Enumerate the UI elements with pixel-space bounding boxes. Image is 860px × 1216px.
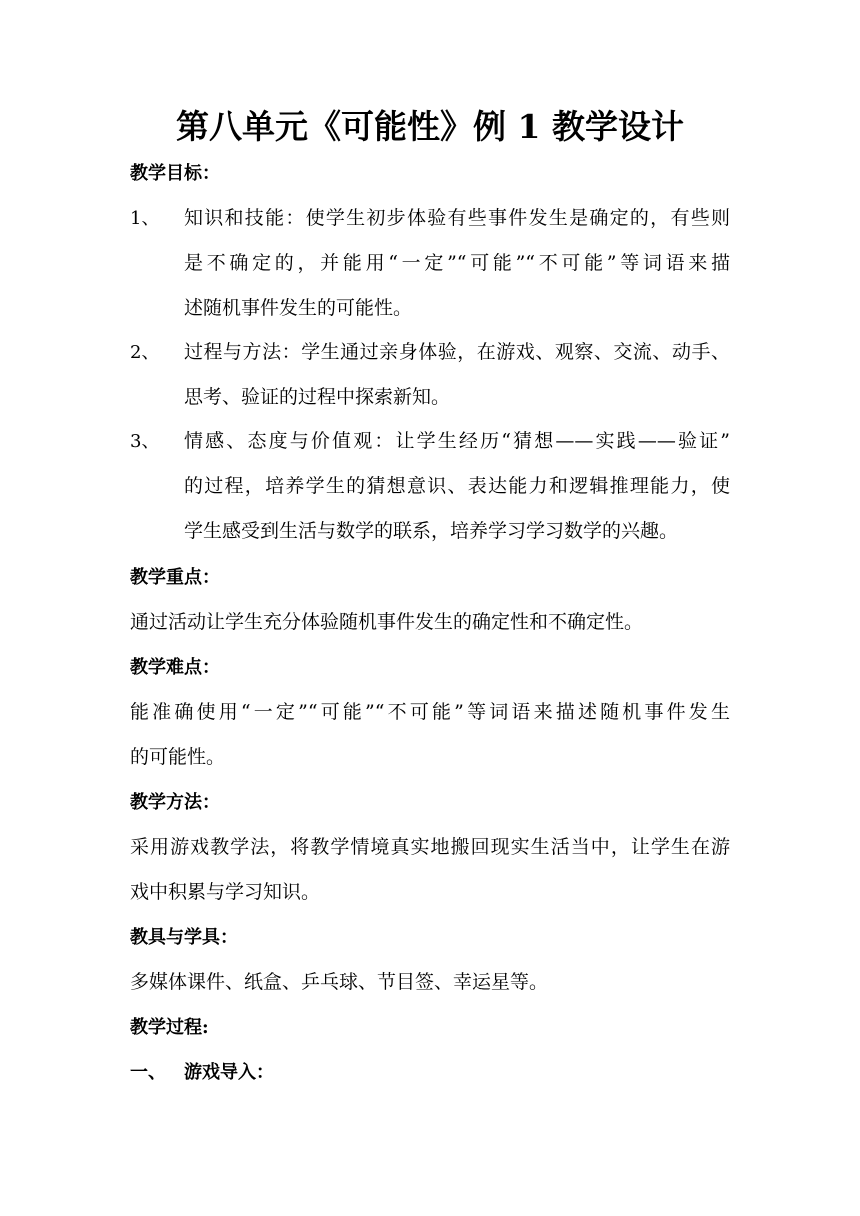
methods-heading: 教学方法： — [130, 792, 220, 813]
goal-3-line-2: 的过程，培养学生的猜想意识、表达能力和逻辑推理能力，使 — [184, 475, 730, 497]
goal-2-line-1: 过程与方法：学生通过亲身体验，在游戏、观察、交流、动手、 — [184, 341, 730, 363]
document-title: 第八单元《可能性》例 1 教学设计 — [176, 107, 684, 146]
process-step-1-label: 游戏导入： — [184, 1062, 274, 1083]
goal-1-line-3: 述随机事件发生的可能性。 — [184, 297, 413, 319]
process-heading: 教学过程: — [130, 1017, 209, 1038]
goal-3-line-1: 情感、态度与价值观：让学生经历“猜想——实践——验证” — [184, 430, 730, 452]
goals-heading: 教学目标： — [130, 163, 220, 184]
goal-2-number: 2、 — [130, 342, 160, 363]
tools-heading: 教具与学具： — [130, 927, 238, 948]
key-points-line-1: 通过活动让学生充分体验随机事件发生的确定性和不确定性。 — [130, 611, 644, 633]
key-points-heading: 教学重点： — [130, 567, 220, 588]
goal-3-line-3: 学生感受到生活与数学的联系，培养学习学习数学的兴趣。 — [184, 520, 679, 542]
goal-2-line-2: 思考、验证的过程中探索新知。 — [184, 386, 451, 408]
process-step-1-number: 一、 — [130, 1062, 166, 1083]
methods-line-2: 戏中积累与学习知识。 — [130, 881, 321, 903]
difficulties-heading: 教学难点： — [130, 657, 220, 678]
difficulties-line-2: 的可能性。 — [130, 746, 226, 768]
goal-1-line-2: 是不确定的，并能用“一定”“可能”“不可能”等词语来描 — [184, 252, 730, 274]
tools-line-1: 多媒体课件、纸盒、乒乓球、节目签、幸运星等。 — [130, 971, 549, 993]
goal-1-line-1: 知识和技能：使学生初步体验有些事件发生是确定的，有些则 — [184, 207, 730, 229]
difficulties-line-1: 能准确使用“一定”“可能”“不可能”等词语来描述随机事件发生 — [130, 701, 730, 723]
methods-line-1: 采用游戏教学法，将教学情境真实地搬回现实生活当中，让学生在游 — [130, 836, 730, 858]
goal-1-number: 1、 — [130, 208, 160, 229]
goal-3-number: 3、 — [130, 431, 160, 452]
